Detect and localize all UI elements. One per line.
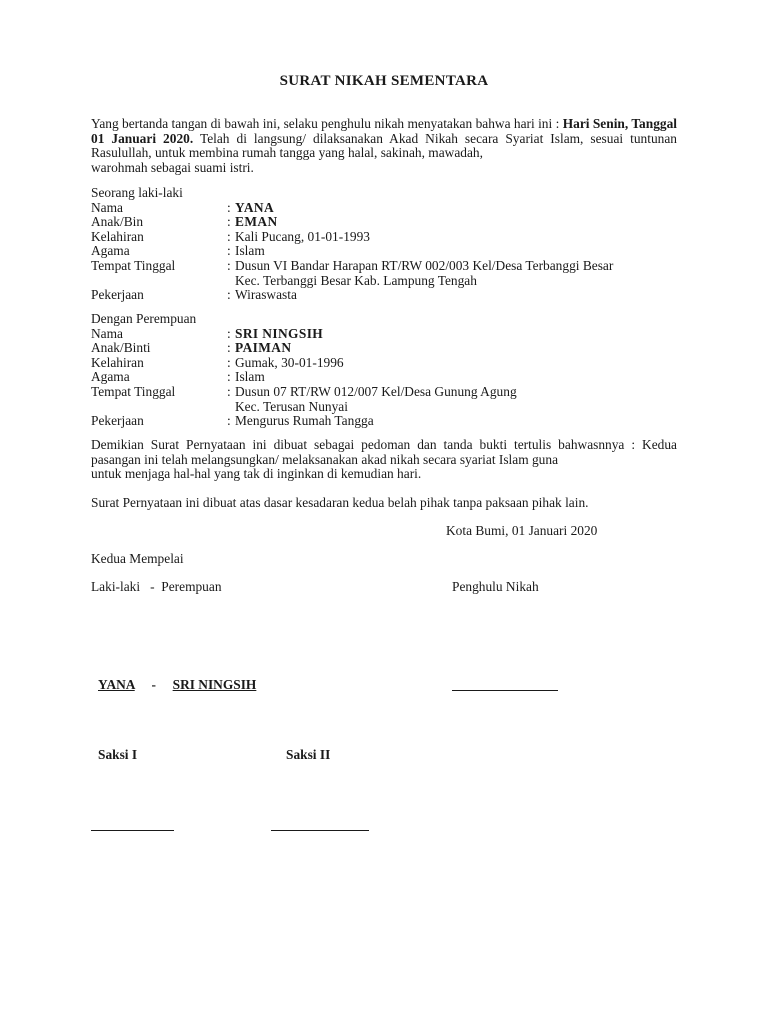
groom-address-value	[235, 259, 691, 288]
bride-birth-value: Gumak, 30-01-1996	[235, 354, 344, 370]
bride-address-line2: Kec. Terusan Nunyai	[235, 398, 348, 414]
intro-paragraph	[91, 117, 677, 175]
field-colon: :	[227, 383, 231, 399]
groom-name-row	[91, 201, 691, 216]
field-label: Tempat Tinggal	[91, 257, 176, 273]
field-label: Kelahiran	[91, 354, 144, 370]
bride-heading: Dengan Perempuan	[91, 311, 197, 326]
bride-address-row	[91, 385, 691, 414]
groom-signature-name: YANA	[98, 677, 135, 692]
bride-religion-value: Islam	[235, 369, 265, 385]
bride-father-row	[91, 341, 691, 356]
field-colon: :	[227, 243, 231, 259]
witness1-label: Saksi I	[98, 747, 138, 762]
field-label: Agama	[91, 369, 130, 385]
field-colon: :	[227, 257, 231, 273]
groom-religion-row	[91, 244, 691, 259]
bride-signature-name: SRI NINGSIH	[172, 677, 257, 692]
closing-text: Demikian Surat Pernyataan ini dibuat sebagai pedoman dan tanda bukti tertulis bahwasnnya : Kedua pasangan ini telah melangsungkan/ melaksanakan akad nikah secara syariat Islam guna	[91, 437, 677, 467]
bride-section	[91, 312, 691, 429]
closing-last-line: untuk menjaga hal-hal yang tak di inginkan di kemudian hari.	[91, 466, 422, 482]
officiant-signature-line	[452, 690, 558, 691]
witness2-label: Saksi II	[286, 747, 331, 762]
field-colon: :	[227, 325, 231, 341]
field-colon: :	[227, 369, 231, 385]
groom-section	[91, 186, 691, 303]
bride-name-value: SRI NINGSIH	[235, 325, 324, 341]
closing-paragraph	[91, 438, 677, 482]
field-label: Agama	[91, 243, 130, 259]
couple-roles: Laki-laki - Perempuan	[91, 579, 222, 594]
field-colon: :	[227, 287, 231, 303]
witness2-signature-line	[271, 830, 369, 831]
bride-birth-row	[91, 356, 691, 371]
field-label: Anak/Bin	[91, 214, 144, 230]
field-label: Pekerjaan	[91, 287, 144, 303]
groom-father-value: EMAN	[235, 214, 278, 230]
field-label: Pekerjaan	[91, 413, 144, 429]
bride-religion-row	[91, 370, 691, 385]
groom-address-row	[91, 259, 691, 288]
field-colon: :	[227, 214, 231, 230]
intro-date: Hari Senin, Tanggal 01 Januari 2020.	[91, 116, 677, 146]
field-colon: :	[227, 413, 231, 429]
statement-paragraph: Surat Pernyataan ini dibuat atas dasar kesadaran kedua belah pihak tanpa paksaan pihak lain.	[91, 495, 589, 510]
groom-heading: Seorang laki-laki	[91, 185, 183, 200]
couple-heading: Kedua Mempelai	[91, 551, 184, 566]
document-title: SURAT NIKAH SEMENTARA	[279, 73, 489, 89]
field-colon: :	[227, 199, 231, 215]
field-label: Nama	[91, 325, 123, 341]
intro-text-before: Yang bertanda tangan di bawah ini, selaku penghulu nikah menyatakan bahwa hari ini :	[91, 116, 563, 131]
groom-birth-row	[91, 230, 691, 245]
field-label: Kelahiran	[91, 228, 144, 244]
intro-text-after: Telah di langsung/ dilaksanakan Akad Nikah secara Syariat Islam, sesuai tuntunan Rasulullah, untuk membina rumah tangga yang halal, sakinah, mawadah,	[91, 130, 677, 161]
groom-address-line1: Dusun VI Bandar Harapan RT/RW 002/003 Kel/Desa Terbanggi Besar	[235, 257, 614, 273]
groom-job-row	[91, 288, 691, 303]
bride-address-value	[235, 385, 691, 414]
couple-signature-names	[98, 678, 256, 693]
field-label: Tempat Tinggal	[91, 383, 176, 399]
bride-name-row	[91, 327, 691, 342]
groom-name-value: YANA	[235, 199, 275, 215]
field-label: Anak/Binti	[91, 340, 151, 356]
groom-birth-value: Kali Pucang, 01-01-1993	[235, 228, 370, 244]
groom-father-row	[91, 215, 691, 230]
signature-dash: -	[151, 677, 156, 692]
officiant-role: Penghulu Nikah	[452, 579, 539, 594]
place-date: Kota Bumi, 01 Januari 2020	[446, 523, 598, 538]
groom-religion-value: Islam	[235, 243, 265, 259]
bride-job-row	[91, 414, 691, 429]
groom-address-line2: Kec. Terbanggi Besar Kab. Lampung Tengah	[235, 272, 477, 288]
bride-job-value: Mengurus Rumah Tangga	[235, 413, 374, 429]
witness1-signature-line	[91, 830, 174, 831]
intro-last-line: warohmah sebagai suami istri.	[91, 159, 254, 175]
field-label: Nama	[91, 199, 123, 215]
bride-address-line1: Dusun 07 RT/RW 012/007 Kel/Desa Gunung Agung	[235, 383, 517, 399]
field-colon: :	[227, 354, 231, 370]
bride-father-value: PAIMAN	[235, 340, 292, 356]
groom-job-value: Wiraswasta	[235, 287, 297, 303]
field-colon: :	[227, 340, 231, 356]
field-colon: :	[227, 228, 231, 244]
